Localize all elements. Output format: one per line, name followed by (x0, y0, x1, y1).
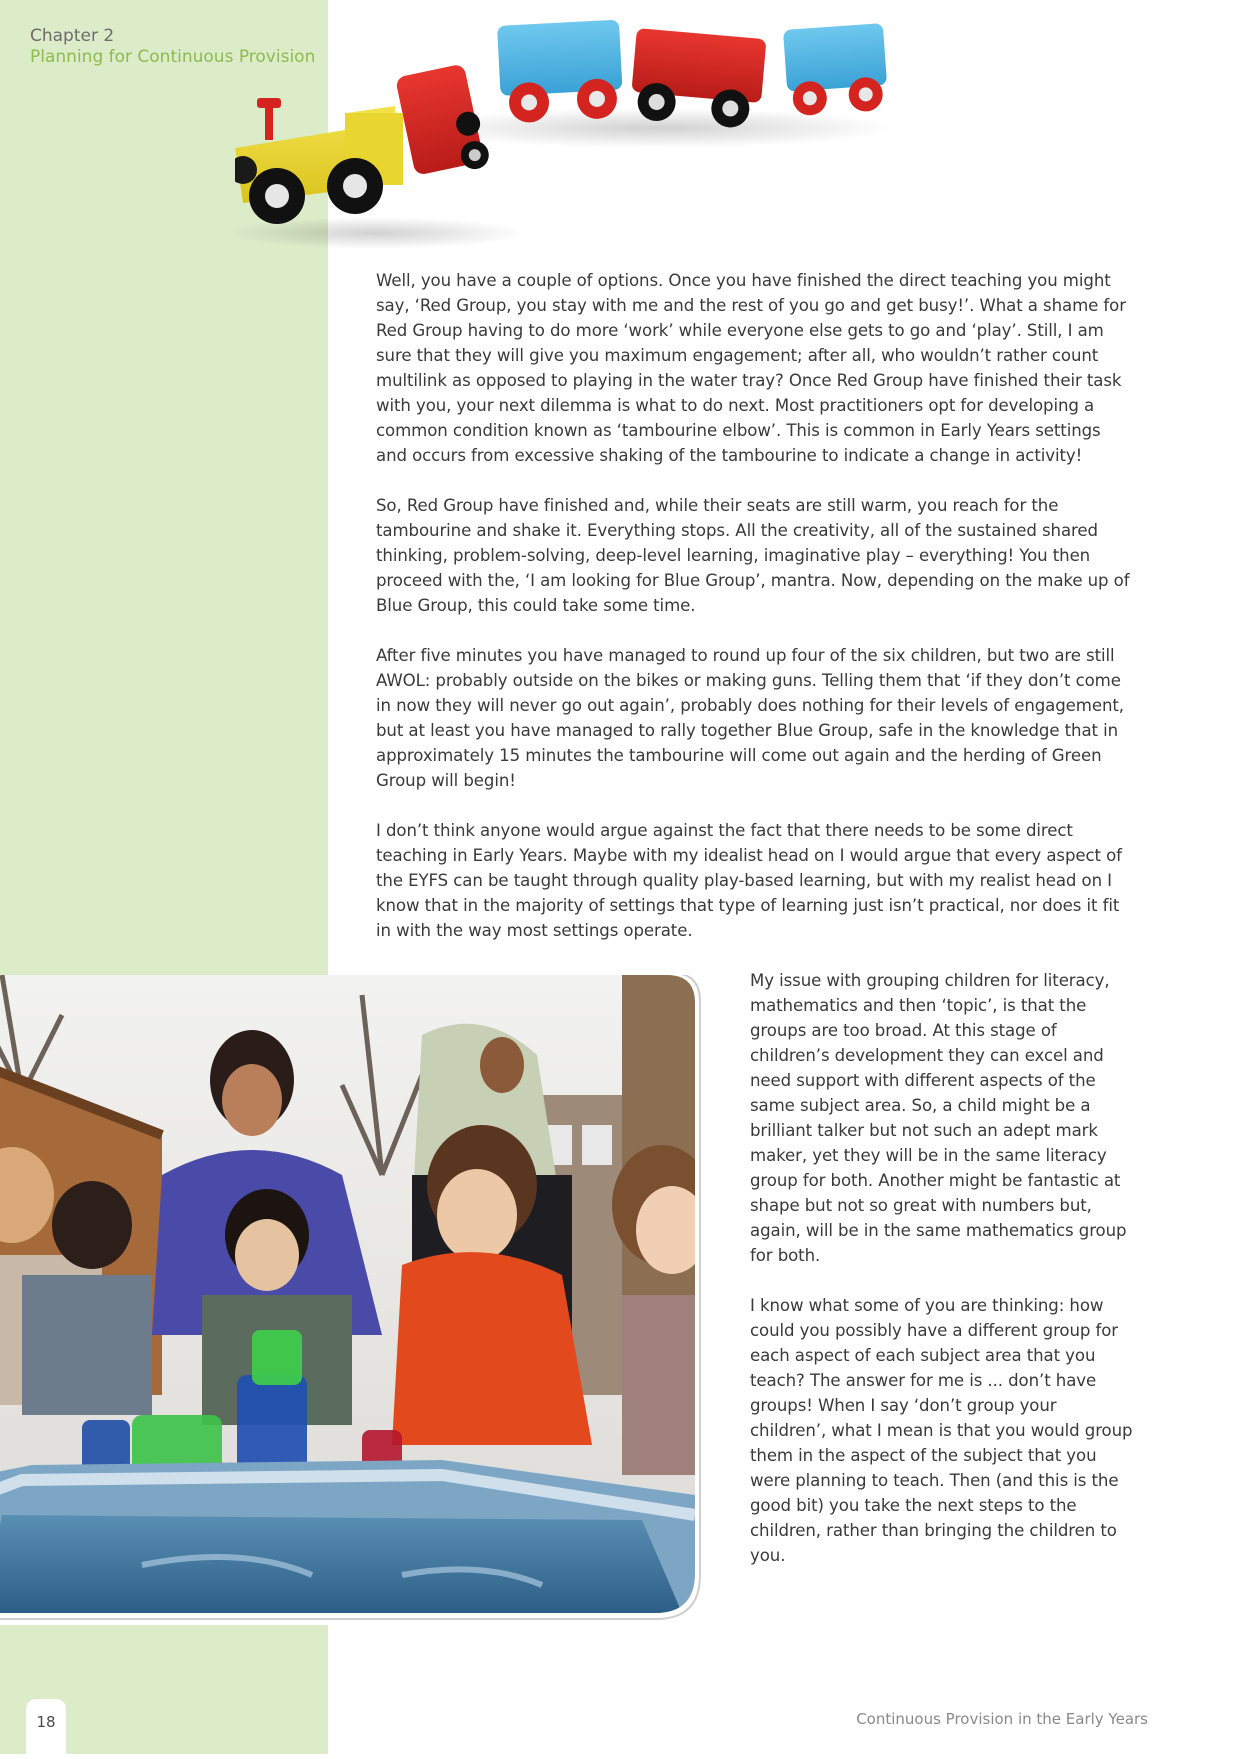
paragraph: After five minutes you have managed to round up four of the six children, but two are still AWOL: probably outside on the bikes or making guns. Telling them that ‘if they don’t come in now they will never go out again’, probably does nothing for their levels of engagement, but at least you have managed to rally together Blue Group, safe in the knowledge that in approximately 15 minutes the tambourine will come out again and the herding of Green Group will begin! (376, 646, 1124, 790)
yellow-engine (235, 98, 403, 224)
toy-train-illustration (235, 18, 915, 253)
chapter-subtitle: Planning for Continuous Provision (30, 47, 316, 67)
side-text-column (750, 968, 1136, 1593)
blue-car-rear (783, 23, 889, 117)
main-text-column (376, 268, 1136, 968)
paragraph: I don’t think anyone would argue against the fact that there needs to be some direct teaching in Early Years. Maybe with my idealist head on I would argue that every aspect of the EYFS can be taught through quality play-based learning, but with my realist head on I know that in the majority of settings that type of learning just isn’t practical, nor does it fit in with the way most settings operate. (376, 821, 1122, 940)
chapter-label: Chapter 2 (30, 26, 115, 46)
footer-book-title: Continuous Provision in the Early Years (856, 1710, 1148, 1728)
page-number-tab (26, 1699, 66, 1759)
paragraph: My issue with grouping children for literacy, mathematics and then ‘topic’, is that the groups are too broad. At this stage of children’s development they can excel and need support with different aspects of the same subject area. So, a child might be a brilliant talker but not such an adept mark maker, yet they will be in the same literacy group for both. Another might be fantastic at shape but not so great with numbers but, again, will be in the same mathematics group for both. (750, 971, 1127, 1265)
blue-car-middle (497, 20, 624, 124)
children-water-tray-photo (0, 975, 709, 1625)
paragraph: So, Red Group have finished and, while their seats are still warm, you reach for the tambourine and shake it. Everything stops. All the creativity, all of the sustained shared thinking, problem-solving, deep-level learning, imaginative play – everything! You then proceed with the, ‘I am looking for Blue Group’, mantra. Now, depending on the make up of Blue Group, this could take some time. (376, 496, 1130, 615)
paragraph: I know what some of you are thinking: how could you possibly have a different group for each aspect of each subject area that you teach? The answer for me is ... don’t have groups! When I say ‘don’t group your children’, what I mean is that you would group them in the aspect of the subject that you were planning to teach. Then (and this is the good bit) you take the next steps to the children, rather than bringing the children to you. (750, 1296, 1133, 1565)
paragraph: Well, you have a couple of options. Once you have finished the direct teaching you might say, ‘Red Group, you stay with me and the rest of you go and get busy!’. What a shame for Red Group having to do more ‘work’ while everyone else gets to go and ‘play’. Still, I am sure that they will give you maximum engagement; after all, who wouldn’t rather count multilink as opposed to playing in the water tray? Once Red Group have finished their task with you, your next dilemma is what to do next. Most practitioners opt for developing a common condition known as ‘tambourine elbow’. This is common in Early Years settings and occurs from excessive shaking of the tambourine to indicate a change in activity! (376, 271, 1126, 465)
page-number: 18 (36, 1713, 56, 1731)
red-coal-car (395, 62, 491, 181)
